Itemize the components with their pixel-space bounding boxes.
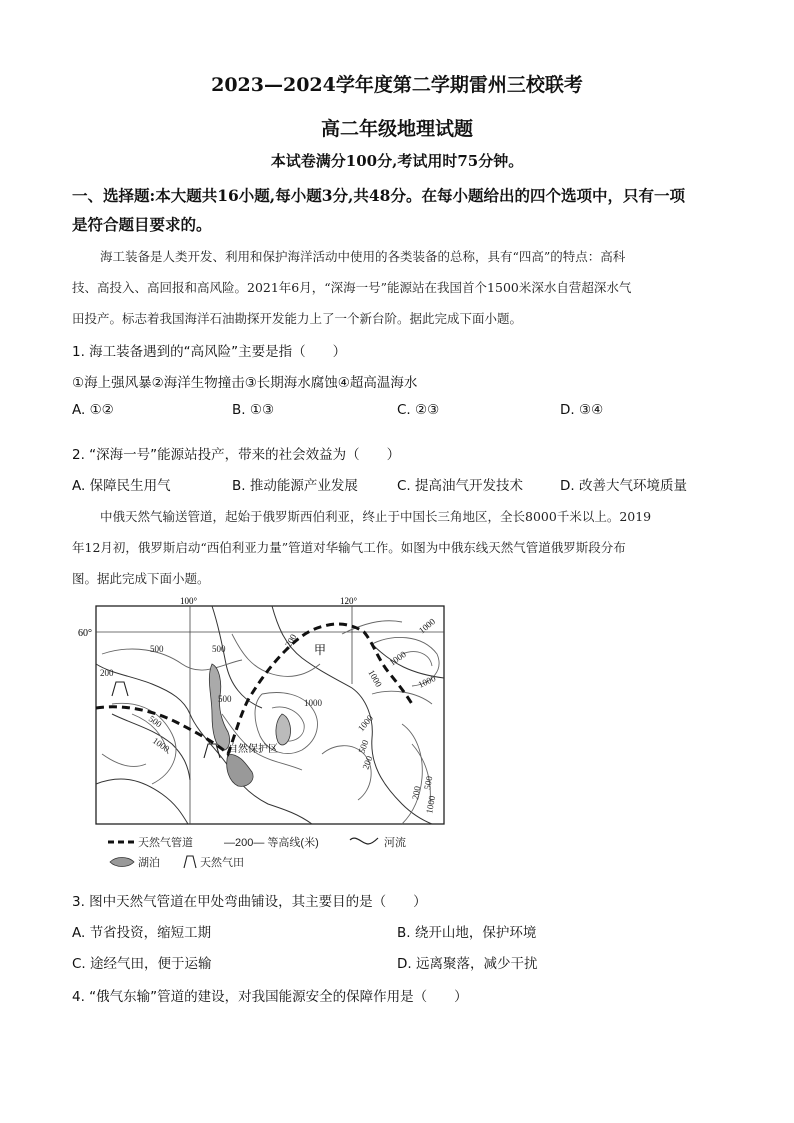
svg-text:1000: 1000 bbox=[416, 673, 438, 690]
q2-option-d: D. 改善大气环境质量 bbox=[560, 478, 687, 494]
q1-option-a: A. ①② bbox=[72, 402, 114, 418]
map-legend bbox=[108, 835, 406, 869]
svg-text:1000: 1000 bbox=[387, 649, 408, 668]
section-heading-line1: 一、选择题:本大题共16小题,每小题3分,共48分。在每小题给出的四个选项中，只有一项 bbox=[72, 186, 685, 205]
legend-gasfield: 天然气田 bbox=[200, 857, 244, 869]
q2-option-b: B. 推动能源产业发展 bbox=[232, 478, 358, 494]
q4-stem: 4. “俄气东输”管道的建设，对我国能源安全的保障作用是（ ） bbox=[72, 989, 468, 1005]
lon-100-label: 100° bbox=[180, 596, 198, 606]
q3-option-a: A. 节省投资，缩短工期 bbox=[72, 925, 212, 941]
q3-stem: 3. 图中天然气管道在甲处弯曲铺设，其主要目的是（ ） bbox=[72, 894, 427, 910]
q1-option-b: B. ①③ bbox=[232, 402, 275, 418]
section-heading-line2: 是符合题目要求的。 bbox=[72, 215, 212, 234]
q1-items: ①海上强风暴②海洋生物撞击③长期海水腐蚀④超高温海水 bbox=[72, 375, 418, 391]
pipeline-map bbox=[72, 596, 452, 880]
q2-option-a: A. 保障民生用气 bbox=[72, 478, 171, 494]
exam-subtitle: 高二年级地理试题 bbox=[320, 118, 473, 140]
q1-option-c: C. ②③ bbox=[397, 402, 440, 418]
svg-text:1000: 1000 bbox=[366, 668, 384, 689]
exam-title: 2023—2024学年度第二学期雷州三校联考 bbox=[211, 74, 583, 96]
svg-text:200: 200 bbox=[283, 632, 299, 649]
svg-text:1000: 1000 bbox=[424, 794, 438, 815]
svg-text:500: 500 bbox=[146, 713, 164, 730]
svg-text:500: 500 bbox=[356, 738, 371, 755]
exam-note: 本试卷满分100分,考试用时75分钟。 bbox=[270, 152, 524, 170]
svg-text:500: 500 bbox=[218, 694, 232, 704]
passage2-line2: 年12月初，俄罗斯启动“西伯利亚力量”管道对华输气工作。如图为中俄东线天然气管道俄罗斯段分布 bbox=[72, 540, 626, 555]
legend-lake: 湖泊 bbox=[138, 857, 160, 869]
svg-text:500: 500 bbox=[422, 775, 435, 791]
svg-text:1000: 1000 bbox=[355, 713, 376, 734]
q1-option-d: D. ③④ bbox=[560, 402, 604, 418]
legend-contour: —200— 等高线(米) bbox=[224, 837, 319, 849]
map-frame bbox=[96, 606, 444, 824]
q3-option-c: C. 途经气田，便于运输 bbox=[72, 956, 212, 972]
legend-river: 河流 bbox=[384, 837, 406, 849]
q1-stem: 1. 海工装备遇到的“高风险”主要是指（ ） bbox=[72, 344, 347, 360]
passage2-line3: 图。据此完成下面小题。 bbox=[72, 571, 210, 586]
svg-text:200: 200 bbox=[410, 785, 423, 801]
passage2-line1: 中俄天然气输送管道，起始于俄罗斯西伯利亚，终止于中国长三角地区，全长8000千米以上。2019 bbox=[100, 509, 652, 524]
passage1-line2: 技、高投入、高回报和高风险。2021年6月，“深海一号”能源站在我国首个1500米深水自营超深水气 bbox=[72, 280, 632, 295]
q3-option-b: B. 绕开山地，保护环境 bbox=[397, 925, 537, 941]
q3-option-d: D. 远离聚落，减少干扰 bbox=[397, 956, 538, 972]
q2-stem: 2. “深海一号”能源站投产，带来的社会效益为（ ） bbox=[72, 447, 401, 463]
lat-60-label: 60° bbox=[78, 628, 92, 639]
legend-pipeline: 天然气管道 bbox=[138, 837, 193, 849]
reserve-label: 自然保护区 bbox=[228, 744, 278, 755]
place-jia: 甲 bbox=[314, 643, 327, 657]
svg-text:500: 500 bbox=[150, 644, 164, 654]
lon-120-label: 120° bbox=[340, 596, 358, 606]
svg-text:1000: 1000 bbox=[304, 698, 322, 708]
svg-text:500: 500 bbox=[212, 644, 226, 654]
svg-text:1000: 1000 bbox=[416, 616, 438, 636]
passage1-line3: 田投产。标志着我国海洋石油勘探开发能力上了一个新台阶。据此完成下面小题。 bbox=[72, 311, 523, 326]
svg-text:200: 200 bbox=[100, 668, 114, 678]
q2-option-c: C. 提高油气开发技术 bbox=[397, 478, 524, 494]
svg-text:200: 200 bbox=[360, 754, 375, 771]
passage1-line1: 海工装备是人类开发、利用和保护海洋活动中使用的各类装备的总称，具有“四高”的特点：高科 bbox=[100, 249, 626, 264]
svg-text:1000: 1000 bbox=[150, 735, 172, 754]
